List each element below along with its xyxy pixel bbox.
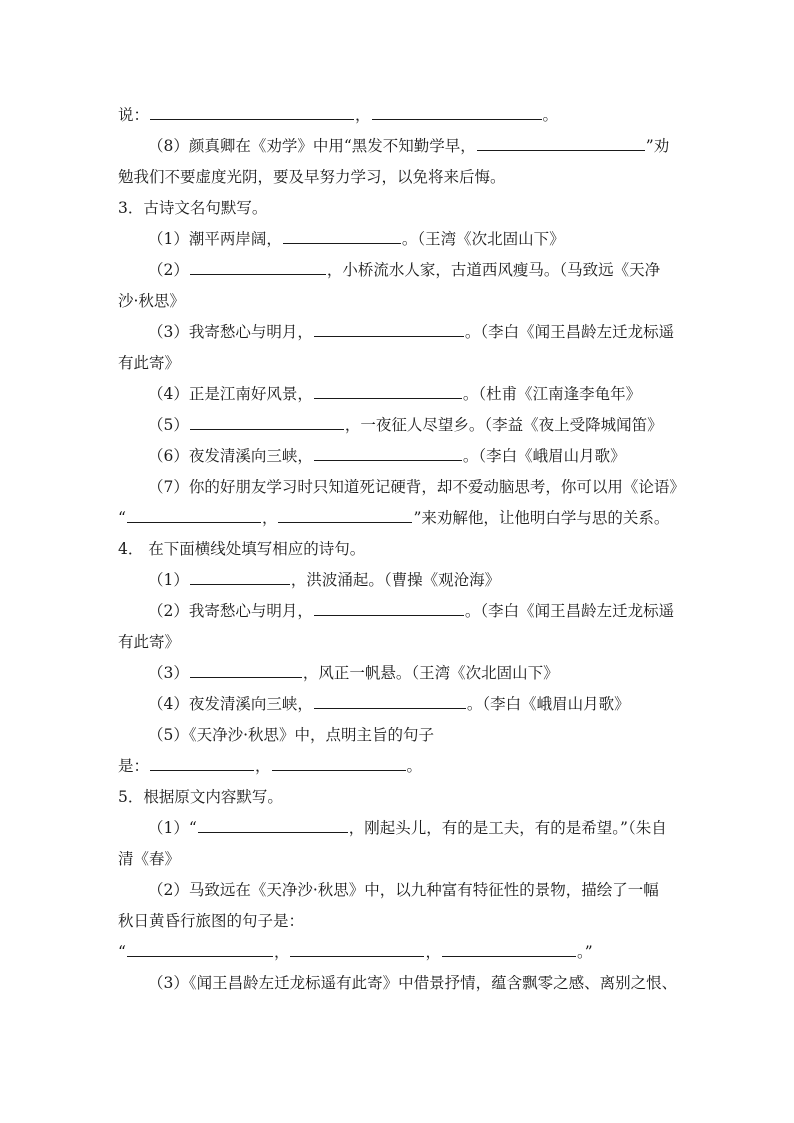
line-text: 有此寄》: [118, 633, 181, 651]
answer-blank[interactable]: [272, 752, 406, 771]
line-text: ，: [273, 943, 290, 961]
line-text: 。”: [576, 943, 593, 961]
answer-blank[interactable]: [190, 659, 302, 678]
line-text: （5）: [148, 416, 189, 434]
text-line: [0, 317, 794, 348]
line-text: ，: [425, 943, 441, 961]
answer-blank[interactable]: [477, 132, 645, 151]
text-line: [0, 720, 794, 751]
answer-blank[interactable]: [190, 256, 326, 275]
line-text: 。（王湾《次北固山下》: [401, 230, 565, 248]
line-text: 勉我们不要虚度光阴，要及早努力学习，以免将来后悔。: [118, 168, 506, 186]
line-text: ，: [355, 106, 371, 124]
text-line: [0, 131, 794, 162]
line-text: ，洪波涌起。（曹操《观沧海》: [290, 571, 501, 589]
line-text: 说：: [118, 106, 150, 124]
text-line: [0, 503, 794, 534]
text-line: [0, 565, 794, 596]
line-text: “: [118, 943, 126, 961]
line-text: （8）颜真卿在《劝学》中用“黑发不知勤学早，: [148, 137, 476, 155]
line-text: ，小桥流水人家，古道西风瘦马。（马致远《天净: [326, 261, 661, 279]
line-text: 。（李白《峨眉山月歌》: [466, 695, 630, 713]
text-line: [0, 224, 794, 255]
line-text: （2）我寄愁心与明月，: [148, 602, 313, 620]
line-text: 4． 在下面横线处填写相应的诗句。: [118, 540, 366, 558]
line-text: 是：: [118, 757, 150, 775]
line-text: 。（李白《峨眉山月歌》: [462, 447, 626, 465]
answer-blank[interactable]: [290, 938, 424, 957]
line-text: （5）《天净沙·秋思》中，点明主旨的句子: [148, 726, 435, 744]
answer-blank[interactable]: [190, 566, 290, 585]
text-line: [0, 410, 794, 441]
answer-blank[interactable]: [314, 690, 466, 709]
answer-blank[interactable]: [150, 752, 254, 771]
answer-blank[interactable]: [314, 442, 462, 461]
line-text: 5．根据原文内容默写。: [118, 788, 283, 806]
line-text: （4）正是江南好风景，: [148, 385, 313, 403]
line-text: 。: [406, 757, 423, 775]
text-line: [0, 472, 794, 503]
answer-blank[interactable]: [127, 504, 261, 523]
line-text: （1）“: [148, 819, 197, 837]
text-line: [0, 751, 794, 782]
text-line: [0, 906, 794, 937]
line-text: 秋日黄昏行旅图的句子是：: [118, 912, 305, 930]
line-text: （7）你的好朋友学习时只知道死记硬背，却不爱动脑思考，你可以用《论语》: [148, 478, 685, 496]
answer-blank[interactable]: [127, 938, 273, 957]
text-line: [0, 162, 794, 193]
answer-blank[interactable]: [314, 597, 464, 616]
line-text: （3）我寄愁心与明月，: [148, 323, 313, 341]
line-text: ，一夜征人尽望乡。（李益《夜上受降城闻笛》: [344, 416, 663, 434]
line-text: 3．古诗文名句默写。: [118, 199, 268, 217]
text-line: [0, 813, 794, 844]
line-text: ，: [255, 757, 271, 775]
line-text: （4）夜发清溪向三峡，: [148, 695, 313, 713]
text-line: [0, 968, 794, 999]
answer-blank[interactable]: [150, 101, 354, 120]
line-text: ，刚起头儿，有的是工夫，有的是希望。”（朱自: [348, 819, 667, 837]
line-text: （1）: [148, 571, 189, 589]
line-text: ”来劝解他，让他明白学与思的关系。: [413, 509, 670, 527]
text-line: [0, 255, 794, 286]
text-line: [0, 100, 794, 131]
line-text: ，风正一帆悬。（王湾《次北固山下》: [302, 664, 559, 682]
line-text: 。（李白《闻王昌龄左迁龙标遥: [464, 323, 675, 341]
text-line: [0, 379, 794, 410]
text-line: [0, 193, 794, 224]
text-line: [0, 844, 794, 875]
line-text: （2）: [148, 261, 189, 279]
line-text: 。: [542, 106, 559, 124]
text-line: [0, 937, 794, 968]
line-text: （1）潮平两岸阔，: [148, 230, 282, 248]
answer-blank[interactable]: [314, 380, 462, 399]
line-text: 清《春》: [118, 850, 181, 868]
answer-blank[interactable]: [198, 814, 348, 833]
text-line: [0, 286, 794, 317]
line-text: 。（李白《闻王昌龄左迁龙标遥: [464, 602, 675, 620]
line-text: （3）: [148, 664, 189, 682]
text-line: [0, 441, 794, 472]
answer-blank[interactable]: [372, 101, 542, 120]
line-text: （2）马致远在《天净沙·秋思》中，以九种富有特征性的景物，描绘了一幅: [148, 881, 659, 899]
answer-blank[interactable]: [314, 318, 464, 337]
line-text: 。（杜甫《江南逢李龟年》: [462, 385, 642, 403]
text-line: [0, 658, 794, 689]
text-line: [0, 627, 794, 658]
text-line: [0, 348, 794, 379]
text-line: [0, 534, 794, 565]
line-text: 有此寄》: [118, 354, 181, 372]
answer-blank[interactable]: [442, 938, 576, 957]
answer-blank[interactable]: [283, 225, 401, 244]
line-text: （6）夜发清溪向三峡，: [148, 447, 313, 465]
line-text: “: [118, 509, 126, 527]
answer-blank[interactable]: [190, 411, 344, 430]
line-text: （3）《闻王昌龄左迁龙标遥有此寄》中借景抒情，蕴含飘零之感、离别之恨、: [148, 974, 678, 992]
line-text: ，: [261, 509, 278, 527]
text-line: [0, 689, 794, 720]
line-text: ”劝: [645, 137, 670, 155]
line-text: 沙·秋思》: [118, 292, 185, 310]
text-line: [0, 596, 794, 627]
text-line: [0, 875, 794, 906]
text-line: [0, 782, 794, 813]
answer-blank[interactable]: [278, 504, 412, 523]
